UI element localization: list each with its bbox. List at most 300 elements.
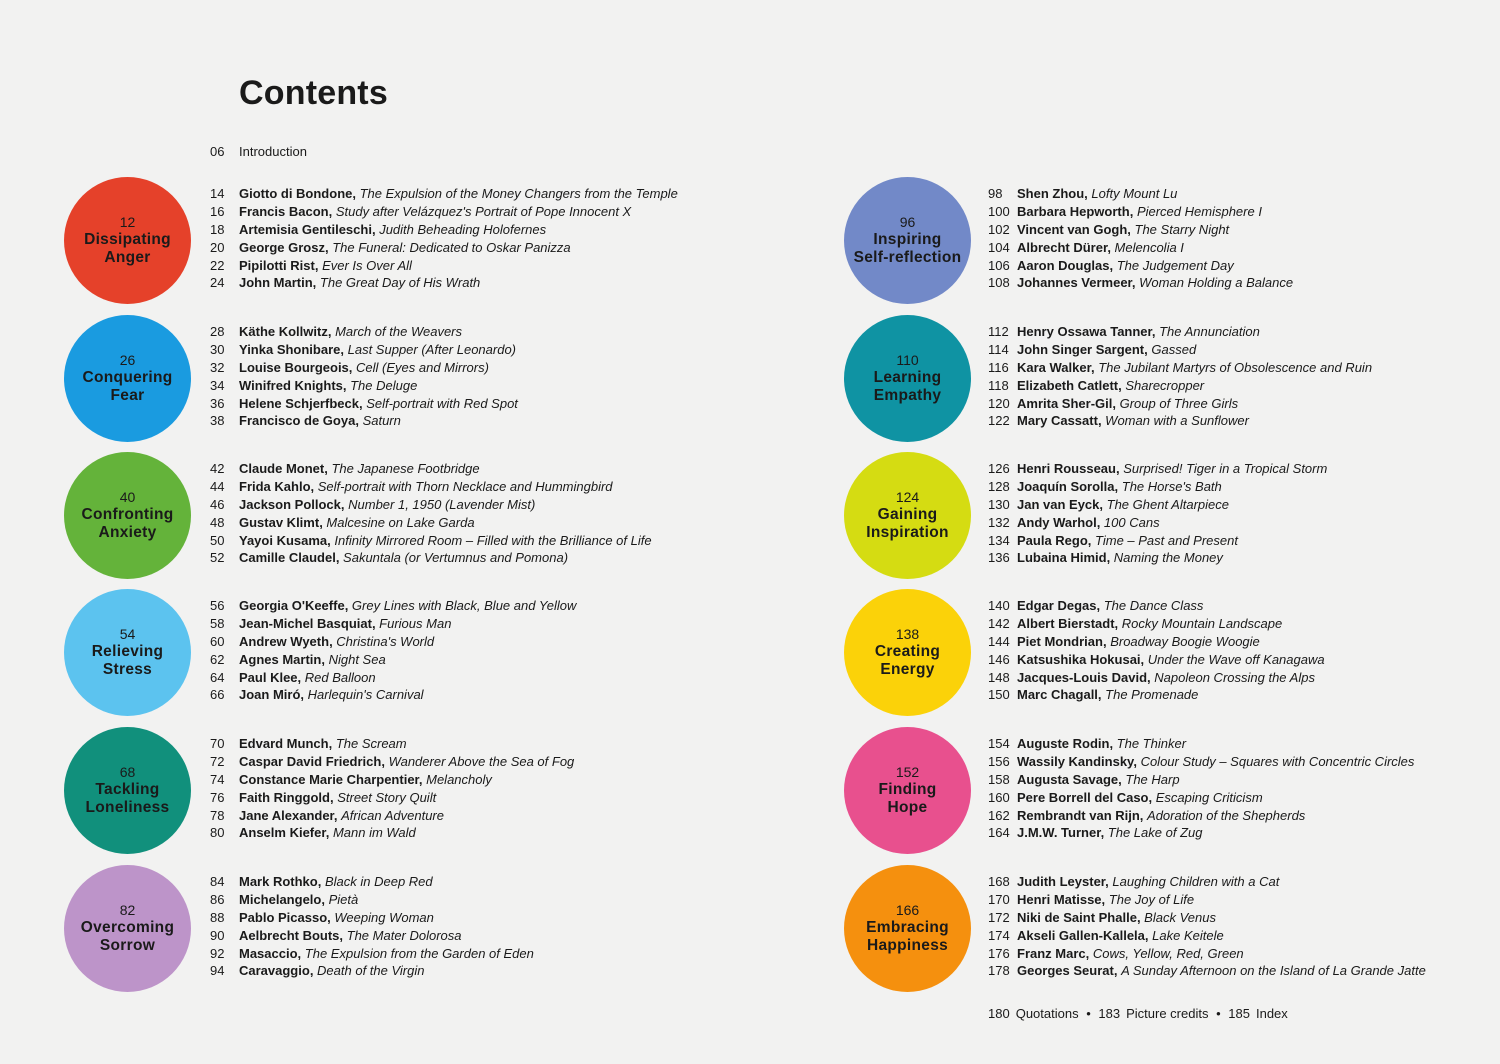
intro-label: Introduction [239, 144, 307, 159]
entry-page-number: 60 [210, 633, 225, 649]
entry-page-number: 128 [988, 478, 1010, 494]
artist-name: Augusta Savage [1017, 771, 1119, 787]
entry-row [210, 651, 576, 669]
section-circle [844, 589, 971, 716]
entry-page-number: 22 [210, 257, 225, 273]
artist-name: Artemisia Gentileschi [239, 221, 372, 237]
comma-separator: , [1109, 736, 1117, 751]
comma-separator: , [1099, 496, 1107, 512]
section-page-number: 138 [895, 626, 920, 642]
artist-name: Marc Chagall [1017, 687, 1098, 703]
entry-page-number: 32 [210, 359, 225, 375]
comma-separator: , [325, 825, 333, 841]
comma-separator: , [1084, 186, 1092, 201]
artist-name: Vincent van Gogh [1017, 221, 1128, 237]
entry-page-number: 80 [210, 825, 225, 841]
artwork-title: Black Venus [1144, 909, 1216, 925]
artwork-title: The Expulsion of the Money Changers from the Temple [359, 186, 678, 201]
back-matter-list [988, 1006, 1288, 1021]
artwork-title: The Great Day of His Wrath [319, 275, 481, 291]
entry-row [210, 341, 518, 359]
entry-row [210, 478, 652, 496]
artwork-title: Sakuntala (or Vertumnus and Pomona) [343, 550, 569, 566]
entry-page-number: 154 [988, 736, 1010, 751]
comma-separator: , [1090, 359, 1099, 375]
entry-page-number: 158 [988, 771, 1010, 787]
artist-name: John Martin [239, 275, 313, 291]
comma-separator: , [1100, 825, 1108, 841]
entry-page-number: 72 [210, 753, 225, 769]
section-title-line: Anger [104, 249, 151, 266]
entry-row [988, 686, 1325, 704]
entry-row [210, 824, 574, 842]
entry-page-number: 134 [988, 532, 1010, 548]
entry-row [210, 945, 534, 963]
comma-separator: , [312, 275, 320, 291]
artist-name: Auguste Rodin [1017, 736, 1110, 751]
entry-row [210, 789, 574, 807]
comma-separator: , [324, 239, 333, 255]
comma-separator: , [321, 651, 329, 667]
entry-row [988, 945, 1426, 963]
section-title-line: Happiness [866, 937, 949, 954]
comma-separator: , [352, 186, 360, 201]
entry-page-number: 176 [988, 945, 1010, 961]
artist-name: Frida Kahlo [239, 478, 311, 494]
section-title-line: Relieving [91, 643, 164, 660]
artist-name: Winifred Knights [239, 377, 343, 393]
artist-name: Mark Rothko [239, 874, 318, 889]
artist-name: Andrew Wyeth [239, 633, 330, 649]
entry-row [988, 824, 1414, 842]
entry-row [988, 460, 1327, 478]
comma-separator: , [418, 771, 427, 787]
comma-separator: , [340, 341, 348, 357]
entry-row [988, 651, 1325, 669]
artwork-title: Black in Deep Red [324, 874, 433, 889]
artwork-title: The Mater Dolorosa [346, 927, 462, 943]
entry-row [210, 807, 574, 825]
section-page-number: 68 [119, 764, 136, 780]
entry-row [988, 239, 1293, 257]
footer-page-number: 185 [1228, 1006, 1250, 1021]
section-title-line: Empathy [873, 387, 942, 404]
comma-separator: , [348, 359, 357, 375]
section-title-line: Conquering [82, 369, 173, 386]
artist-name: Elizabeth Catlett [1017, 377, 1119, 393]
comma-separator: , [328, 203, 336, 219]
artwork-title: Number 1, 1950 (Lavender Mist) [348, 496, 536, 512]
entry-page-number: 150 [988, 687, 1010, 703]
entry-row [210, 753, 574, 771]
entry-page-number: 178 [988, 963, 1010, 979]
artwork-title: The Harp [1125, 771, 1180, 787]
entry-row [988, 909, 1426, 927]
artwork-title: Gassed [1151, 341, 1197, 357]
section-title-line: Overcoming [80, 919, 175, 936]
artwork-title: Lofty Mount Lu [1091, 186, 1178, 201]
entry-page-number: 142 [988, 615, 1010, 631]
artist-name: Camille Claudel [239, 550, 336, 566]
entry-row [210, 323, 518, 341]
entry-row [988, 514, 1327, 532]
footer-page-number: 180 [988, 1006, 1010, 1021]
entry-page-number: 88 [210, 909, 225, 925]
bullet-separator: • [1216, 1006, 1221, 1021]
comma-separator: , [1085, 945, 1093, 961]
entry-page-number: 42 [210, 461, 225, 476]
artist-name: Gustav Klimt [239, 514, 320, 530]
section-circle [64, 589, 191, 716]
entry-page-number: 146 [988, 651, 1010, 667]
footer-label: Index [1255, 1006, 1288, 1021]
artwork-title: Last Supper (After Leonardo) [347, 341, 517, 357]
artist-name: Henri Rousseau [1017, 461, 1116, 476]
entry-row [988, 221, 1293, 239]
entry-page-number: 76 [210, 789, 225, 805]
comma-separator: , [1114, 478, 1122, 494]
artwork-title: Ever Is Over All [322, 257, 412, 273]
footer-label: Quotations [1015, 1006, 1079, 1021]
entry-page-number: 16 [210, 203, 225, 219]
entry-page-number: 140 [988, 598, 1010, 613]
entry-row [210, 203, 678, 221]
entry-page-number: 70 [210, 736, 225, 751]
section-circle [844, 177, 971, 304]
entry-row [988, 549, 1327, 567]
artist-name: Anselm Kiefer [239, 825, 326, 841]
artwork-title: Infinity Mirrored Room – Filled with the Brilliance of Life [334, 532, 652, 548]
artist-name: Paula Rego [1017, 532, 1088, 548]
entry-page-number: 74 [210, 771, 225, 787]
artwork-title: The Lake of Zug [1107, 825, 1203, 841]
comma-separator: , [1097, 687, 1106, 703]
artist-name: Amrita Sher-Gil [1017, 395, 1113, 411]
entry-page-number: 18 [210, 221, 225, 237]
entry-list [210, 873, 534, 980]
comma-separator: , [1136, 909, 1145, 925]
artist-name: Judith Leyster [1017, 874, 1106, 889]
artwork-title: Broadway Boogie Woogie [1110, 633, 1260, 649]
entry-page-number: 78 [210, 807, 225, 823]
artwork-title: Saturn [362, 413, 401, 429]
section-circle [64, 315, 191, 442]
section-title-line: Inspiration [866, 524, 949, 541]
comma-separator: , [327, 909, 335, 925]
entry-page-number: 174 [988, 927, 1010, 943]
entry-row [988, 395, 1372, 413]
entry-page-number: 48 [210, 514, 225, 530]
comma-separator: , [1118, 771, 1126, 787]
entry-page-number: 112 [988, 324, 1009, 339]
comma-separator: , [309, 963, 318, 979]
artist-name: Rembrandt van Rijn [1017, 807, 1140, 823]
comma-separator: , [1105, 874, 1113, 889]
entry-list [210, 323, 518, 430]
entry-row [210, 669, 576, 687]
section-page-number: 124 [895, 489, 920, 505]
entry-row [210, 735, 574, 753]
artist-name: Yayoi Kusama [239, 532, 328, 548]
comma-separator: , [1112, 395, 1120, 411]
entry-row [988, 341, 1372, 359]
artwork-title: Wanderer Above the Sea of Fog [388, 753, 575, 769]
artwork-title: African Adventure [341, 807, 444, 823]
entry-row [210, 239, 678, 257]
entry-page-number: 90 [210, 927, 225, 943]
entry-page-number: 62 [210, 651, 225, 667]
comma-separator: , [1096, 514, 1104, 530]
entry-page-number: 44 [210, 478, 225, 494]
entry-list [210, 185, 678, 292]
artwork-title: Weeping Woman [334, 909, 434, 925]
artwork-title: Adoration of the Shepherds [1147, 807, 1306, 823]
entry-row [210, 532, 652, 550]
artwork-title: Christina's World [336, 633, 435, 649]
comma-separator: , [1087, 532, 1096, 548]
section-page-number: 110 [896, 352, 919, 368]
entry-page-number: 14 [210, 186, 225, 201]
entry-row [988, 753, 1414, 771]
entry-row [988, 185, 1293, 203]
entry-row [210, 460, 652, 478]
comma-separator: , [1139, 807, 1148, 823]
comma-separator: , [1114, 615, 1122, 631]
comma-separator: , [344, 598, 352, 613]
entry-page-number: 126 [988, 461, 1010, 476]
artwork-title: The Funeral: Dedicated to Oskar Panizza [332, 239, 571, 255]
artwork-title: Pierced Hemisphere I [1136, 203, 1262, 219]
artist-name: Käthe Kollwitz [239, 324, 328, 339]
artist-name: Mary Cassatt [1017, 413, 1098, 429]
section-title-line: Tackling [95, 781, 160, 798]
entry-row [210, 771, 574, 789]
artist-name: Francis Bacon [239, 203, 329, 219]
artist-name: Johannes Vermeer [1017, 275, 1132, 291]
artist-name: Shen Zhou [1017, 186, 1085, 201]
entry-row [988, 891, 1426, 909]
comma-separator: , [339, 927, 347, 943]
artwork-title: Malcesine on Lake Garda [326, 514, 475, 530]
entry-page-number: 28 [210, 324, 225, 339]
entry-row [210, 549, 652, 567]
artist-name: Jean-Michel Basquiat [239, 615, 372, 631]
section-title-line: Energy [880, 661, 935, 678]
artist-name: J.M.W. Turner [1017, 825, 1101, 841]
artwork-title: Harlequin's Carnival [307, 687, 424, 703]
artwork-title: The Joy of Life [1108, 891, 1195, 907]
entry-row [210, 185, 678, 203]
artwork-title: Self-portrait with Thorn Necklace and Hummingbird [317, 478, 613, 494]
section-title-line: Hope [887, 799, 928, 816]
comma-separator: , [310, 478, 318, 494]
artist-name: Henry Ossawa Tanner [1017, 324, 1152, 339]
entry-list [210, 597, 576, 704]
artist-name: Georgia O'Keeffe [239, 598, 345, 613]
entry-list [988, 873, 1426, 980]
comma-separator: , [329, 633, 337, 649]
comma-separator: , [314, 257, 323, 273]
intro-page-number: 06 [210, 144, 225, 159]
comma-separator: , [327, 532, 335, 548]
comma-separator: , [1129, 203, 1137, 219]
artwork-title: The Ghent Altarpiece [1106, 496, 1229, 512]
comma-separator: , [300, 687, 308, 703]
footer-page-number: 183 [1098, 1006, 1121, 1021]
artwork-title: Rocky Mountain Landscape [1121, 615, 1283, 631]
artwork-title: The Judgement Day [1116, 257, 1234, 273]
section-page-number: 40 [119, 489, 136, 505]
section-circle [844, 452, 971, 579]
entry-page-number: 130 [988, 496, 1010, 512]
entry-row [210, 891, 534, 909]
section-page-number: 12 [119, 214, 136, 230]
entry-row [210, 909, 534, 927]
artwork-title: Study after Velázquez's Portrait of Pope Innocent X [335, 203, 632, 219]
artist-name: Georges Seurat [1017, 963, 1114, 979]
entry-page-number: 36 [210, 395, 225, 411]
comma-separator: , [327, 324, 336, 339]
artwork-title: Pietà [328, 891, 359, 907]
entry-row [210, 927, 534, 945]
artist-name: Caspar David Friedrich [239, 753, 382, 769]
section-title-line: Gaining [877, 506, 938, 523]
artwork-title: The Dance Class [1103, 598, 1204, 613]
entry-row [210, 633, 576, 651]
artist-name: Claude Monet [239, 461, 325, 476]
intro-entry [210, 144, 307, 159]
entry-row [988, 203, 1293, 221]
artist-name: Giotto di Bondone [239, 186, 353, 201]
artwork-title: Cows, Yellow, Red, Green [1092, 945, 1244, 961]
comma-separator: , [1109, 257, 1117, 273]
entry-row [210, 496, 652, 514]
artist-name: Jan van Eyck [1017, 496, 1100, 512]
entry-page-number: 144 [988, 633, 1010, 649]
entry-page-number: 172 [988, 909, 1010, 925]
entry-page-number: 104 [988, 239, 1010, 255]
entry-page-number: 118 [988, 377, 1009, 393]
artwork-title: The Expulsion from the Garden of Eden [304, 945, 534, 961]
comma-separator: , [1140, 651, 1148, 667]
comma-separator: , [297, 669, 305, 685]
artwork-title: Grey Lines with Black, Blue and Yellow [351, 598, 577, 613]
artist-name: George Grosz [239, 239, 325, 255]
artist-name: Pipilotti Rist [239, 257, 315, 273]
entry-page-number: 86 [210, 891, 225, 907]
comma-separator: , [371, 221, 380, 237]
artwork-title: Woman Holding a Balance [1139, 275, 1294, 291]
artwork-title: Death of the Virgin [317, 963, 425, 979]
artist-name: Pablo Picasso [239, 909, 328, 925]
artist-name: Henri Matisse [1017, 891, 1102, 907]
entry-page-number: 46 [210, 496, 225, 512]
artist-name: Piet Mondrian [1017, 633, 1103, 649]
artwork-title: The Deluge [350, 377, 418, 393]
comma-separator: , [1148, 789, 1156, 805]
artist-name: Akseli Gallen-Kallela [1017, 927, 1145, 943]
entry-row [988, 771, 1414, 789]
entry-page-number: 100 [988, 203, 1010, 219]
entry-page-number: 108 [988, 275, 1010, 291]
artwork-title: Escaping Criticism [1155, 789, 1263, 805]
artwork-title: The Scream [335, 736, 407, 751]
artwork-title: The Horse's Bath [1121, 478, 1222, 494]
entry-row [988, 735, 1414, 753]
artwork-title: The Starry Night [1134, 221, 1230, 237]
entry-row [210, 962, 534, 980]
section-circle [844, 865, 971, 992]
entry-page-number: 30 [210, 341, 225, 357]
comma-separator: , [1147, 669, 1155, 685]
section-page-number: 26 [119, 352, 136, 368]
artist-name: Pere Borrell del Caso [1017, 789, 1149, 805]
entry-row [988, 927, 1426, 945]
artwork-title: Surprised! Tiger in a Tropical Storm [1123, 461, 1328, 476]
artwork-title: The Jubilant Martyrs of Obsolescence and Ruin [1098, 359, 1373, 375]
section-circle [64, 177, 191, 304]
comma-separator: , [342, 377, 351, 393]
section-title-line: Inspiring [873, 231, 942, 248]
section-title-line: Dissipating [84, 231, 171, 248]
artwork-title: March of the Weavers [335, 324, 462, 339]
artwork-title: Cell (Eyes and Mirrors) [356, 359, 489, 375]
section-title-line: Fear [110, 387, 145, 404]
entry-row [988, 597, 1325, 615]
page-title: Contents [239, 74, 388, 112]
entry-row [988, 807, 1414, 825]
artist-name: Andy Warhol [1017, 514, 1097, 530]
artwork-title: Sharecropper [1125, 377, 1205, 393]
artwork-title: Night Sea [328, 651, 386, 667]
entry-list [988, 735, 1414, 842]
entry-list [988, 323, 1372, 430]
comma-separator: , [297, 945, 305, 961]
section-title-line: Embracing [866, 919, 949, 936]
comma-separator: , [1096, 598, 1104, 613]
artist-name: Niki de Saint Phalle [1017, 909, 1137, 925]
entry-row [988, 323, 1372, 341]
artist-name: Agnes Martin [239, 651, 322, 667]
entry-page-number: 156 [988, 753, 1010, 769]
artist-name: Barbara Hepworth [1017, 203, 1130, 219]
entry-page-number: 114 [988, 341, 1009, 357]
entry-row [210, 359, 518, 377]
entry-row [210, 615, 576, 633]
bullet-separator: • [1086, 1006, 1091, 1021]
section-circle [844, 727, 971, 854]
entry-page-number: 170 [988, 891, 1010, 907]
entry-page-number: 64 [210, 669, 225, 685]
artist-name: Wassily Kandinsky [1017, 753, 1134, 769]
artwork-title: Napoleon Crossing the Alps [1154, 669, 1315, 685]
entry-list [988, 460, 1327, 567]
section-title-line: Self-reflection [853, 249, 962, 266]
comma-separator: , [1115, 461, 1124, 476]
entry-row [988, 962, 1426, 980]
comma-separator: , [340, 496, 349, 512]
comma-separator: , [321, 891, 329, 907]
artwork-title: The Japanese Footbridge [331, 461, 480, 476]
entry-page-number: 58 [210, 615, 225, 631]
artist-name: John Singer Sargent [1017, 341, 1145, 357]
comma-separator: , [329, 789, 338, 805]
artist-name: Paul Klee [239, 669, 298, 685]
entry-page-number: 92 [210, 945, 225, 961]
section-title-line: Finding [878, 781, 937, 798]
artwork-title: Street Story Quilt [337, 789, 437, 805]
comma-separator: , [371, 615, 380, 631]
